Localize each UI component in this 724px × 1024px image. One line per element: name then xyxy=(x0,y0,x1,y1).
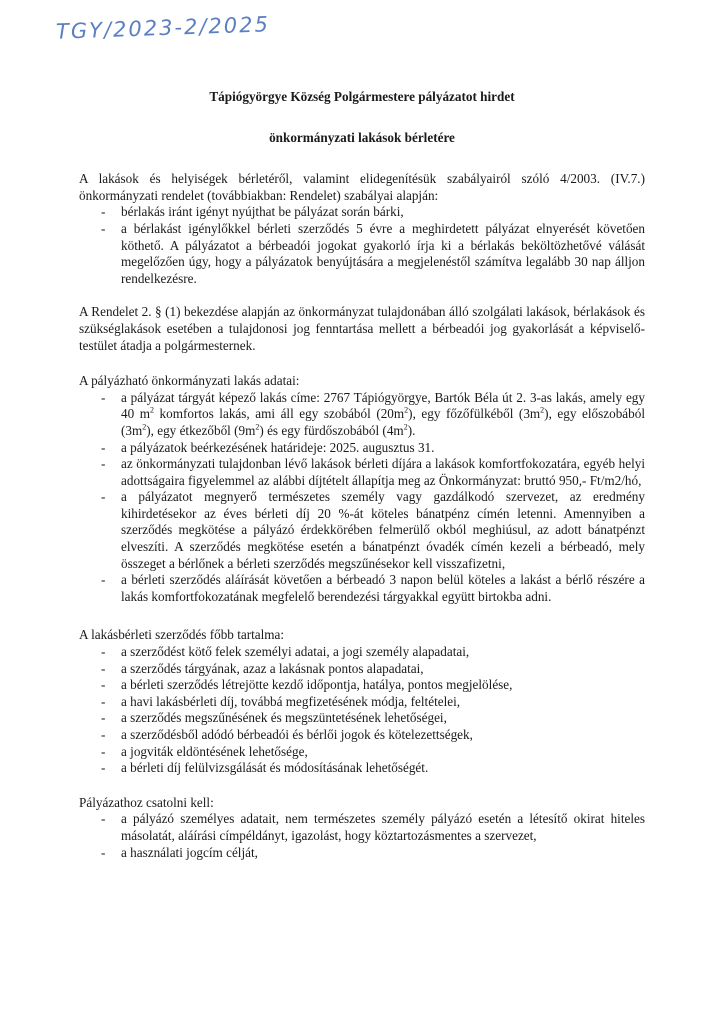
list-item: - a jogviták eldöntésének lehetősége, xyxy=(79,744,645,761)
list-item: - a szerződést kötő felek személyi adatai, a jogi személy alapadatai, xyxy=(79,644,645,661)
document-body xyxy=(79,89,645,861)
attachments-list xyxy=(79,811,645,861)
list-item: - a használati jogcím célját, xyxy=(79,845,645,862)
contract-list xyxy=(79,644,645,777)
list-item: - a bérleti szerződés aláírását követően a bérbeadó 3 napon belül köteles a lakást a bérlő részére a lakás komfortfokozatának megfelelő berendezési tárgyakkal együtt birtokba adni. xyxy=(79,572,645,605)
list-item: - a szerződés megszűnésének és megszüntetésének lehetőségei, xyxy=(79,710,645,727)
intro-paragraph: A lakások és helyiségek bérletéről, valamint elidegenítésük szabályairól szóló 4/2003. (IV.7.) önkormányzati rendelet (továbbiakban: Rendelet) szabályai alapján: xyxy=(79,171,645,203)
apartment-heading: A pályázható önkormányzati lakás adatai: xyxy=(79,373,300,389)
list-item: - a bérleti díj felülvizsgálását és módosításának lehetőségét. xyxy=(79,760,645,777)
document-title: Tápiógyörgye Község Polgármestere pályázatot hirdet xyxy=(209,89,515,104)
list-item: - a szerződésből adódó bérbeadói és bérlői jogok és kötelezettségek, xyxy=(79,727,645,744)
apartment-list xyxy=(79,390,645,606)
contract-heading: A lakásbérleti szerződés főbb tartalma: xyxy=(79,627,285,643)
rendelet-paragraph: A Rendelet 2. § (1) bekezdése alapján az önkormányzat tulajdonában álló szolgálati lakások, bérlakások és szükséglakások esetében a tulajdonosi jog fenntartása mellett a bérbeadói jog gyakorlását a képviselő-testület átadja a polgármesternek. xyxy=(79,304,645,353)
list-item: - a havi lakásbérleti díj, továbbá megfizetésének módja, feltételei, xyxy=(79,694,645,711)
list-item: - a pályázó személyes adatait, nem természetes személy pályázó esetén a létesítő okirat hiteles másolatát, aláírási címpéldányt, igazolást, hogy köztartozásmentes a szervezet, xyxy=(79,811,645,844)
list-item: - a bérleti szerződés létrejötte kezdő időpontja, hatálya, pontos megjelölése, xyxy=(79,677,645,694)
list-item: - a szerződés tárgyának, azaz a lakásnak pontos alapadatai, xyxy=(79,661,645,678)
intro-list xyxy=(79,204,645,287)
list-item: - a pályázatot megnyerő természetes személy vagy gazdálkodó szervezet, az eredmény kihirdetésekor az éves bérleti díj 20 %-át köteles bánatpénz címén letenni. Amennyiben a szerződés megkötése a pályázó érdekkörében felmerülő okból meghiúsul, az adott bánatpénzt elveszíti. A szerződés megkötése esetén a bánatpénzt óvadék címén kezeli a bérbeadó, mely összeget a bérlőnek a bérleti szerződés megszűnésekor kell visszafizetni, xyxy=(79,489,645,572)
list-item: - a pályázatok beérkezésének határideje: 2025. augusztus 31. xyxy=(79,440,645,457)
list-item: - a bérlakást igénylőkkel bérleti szerződés 5 évre a meghirdetett pályázat elnyerését követően köthető. A pályázatot a bérbeadói jogokat gyakorló írja ki a bérlakás beköltözhetővé válását megelőzően úgy, hogy a pályázatok benyújtására a megjelenéstől számítva legalább 30 nap álljon rendelkezésre. xyxy=(79,221,645,287)
attachments-heading: Pályázathoz csatolni kell: xyxy=(79,794,214,810)
list-item: - a pályázat tárgyát képező lakás címe: 2767 Tápiógyörgye, Bartók Béla út 2. 3-as lakás, amely egy 40 $m^2$ komfortos lakás, ami áll egy szobából $(20m^2)$, egy főzőfülkéből $(3m^2)$, egy előszobából $(3m^2)$, egy étkezőből $(9m^2)$ és egy fürdőszobából $(4m^2)$. xyxy=(79,390,645,440)
list-item: - az önkormányzati tulajdonban lévő lakások bérleti díjára a lakások komfortfokozatára, egyéb helyi adottságaira figyelemmel az alábbi díjtételt állapítja meg az Önkormányzat: bruttó 950,- Ft/m2/hó, xyxy=(79,456,645,489)
list-item: - bérlakás iránt igényt nyújthat be pályázat során bárki, xyxy=(79,204,645,221)
document-subtitle: önkormányzati lakások bérletére xyxy=(269,129,455,145)
handwritten-reference: TGY/2023-2/2025 xyxy=(55,12,271,44)
